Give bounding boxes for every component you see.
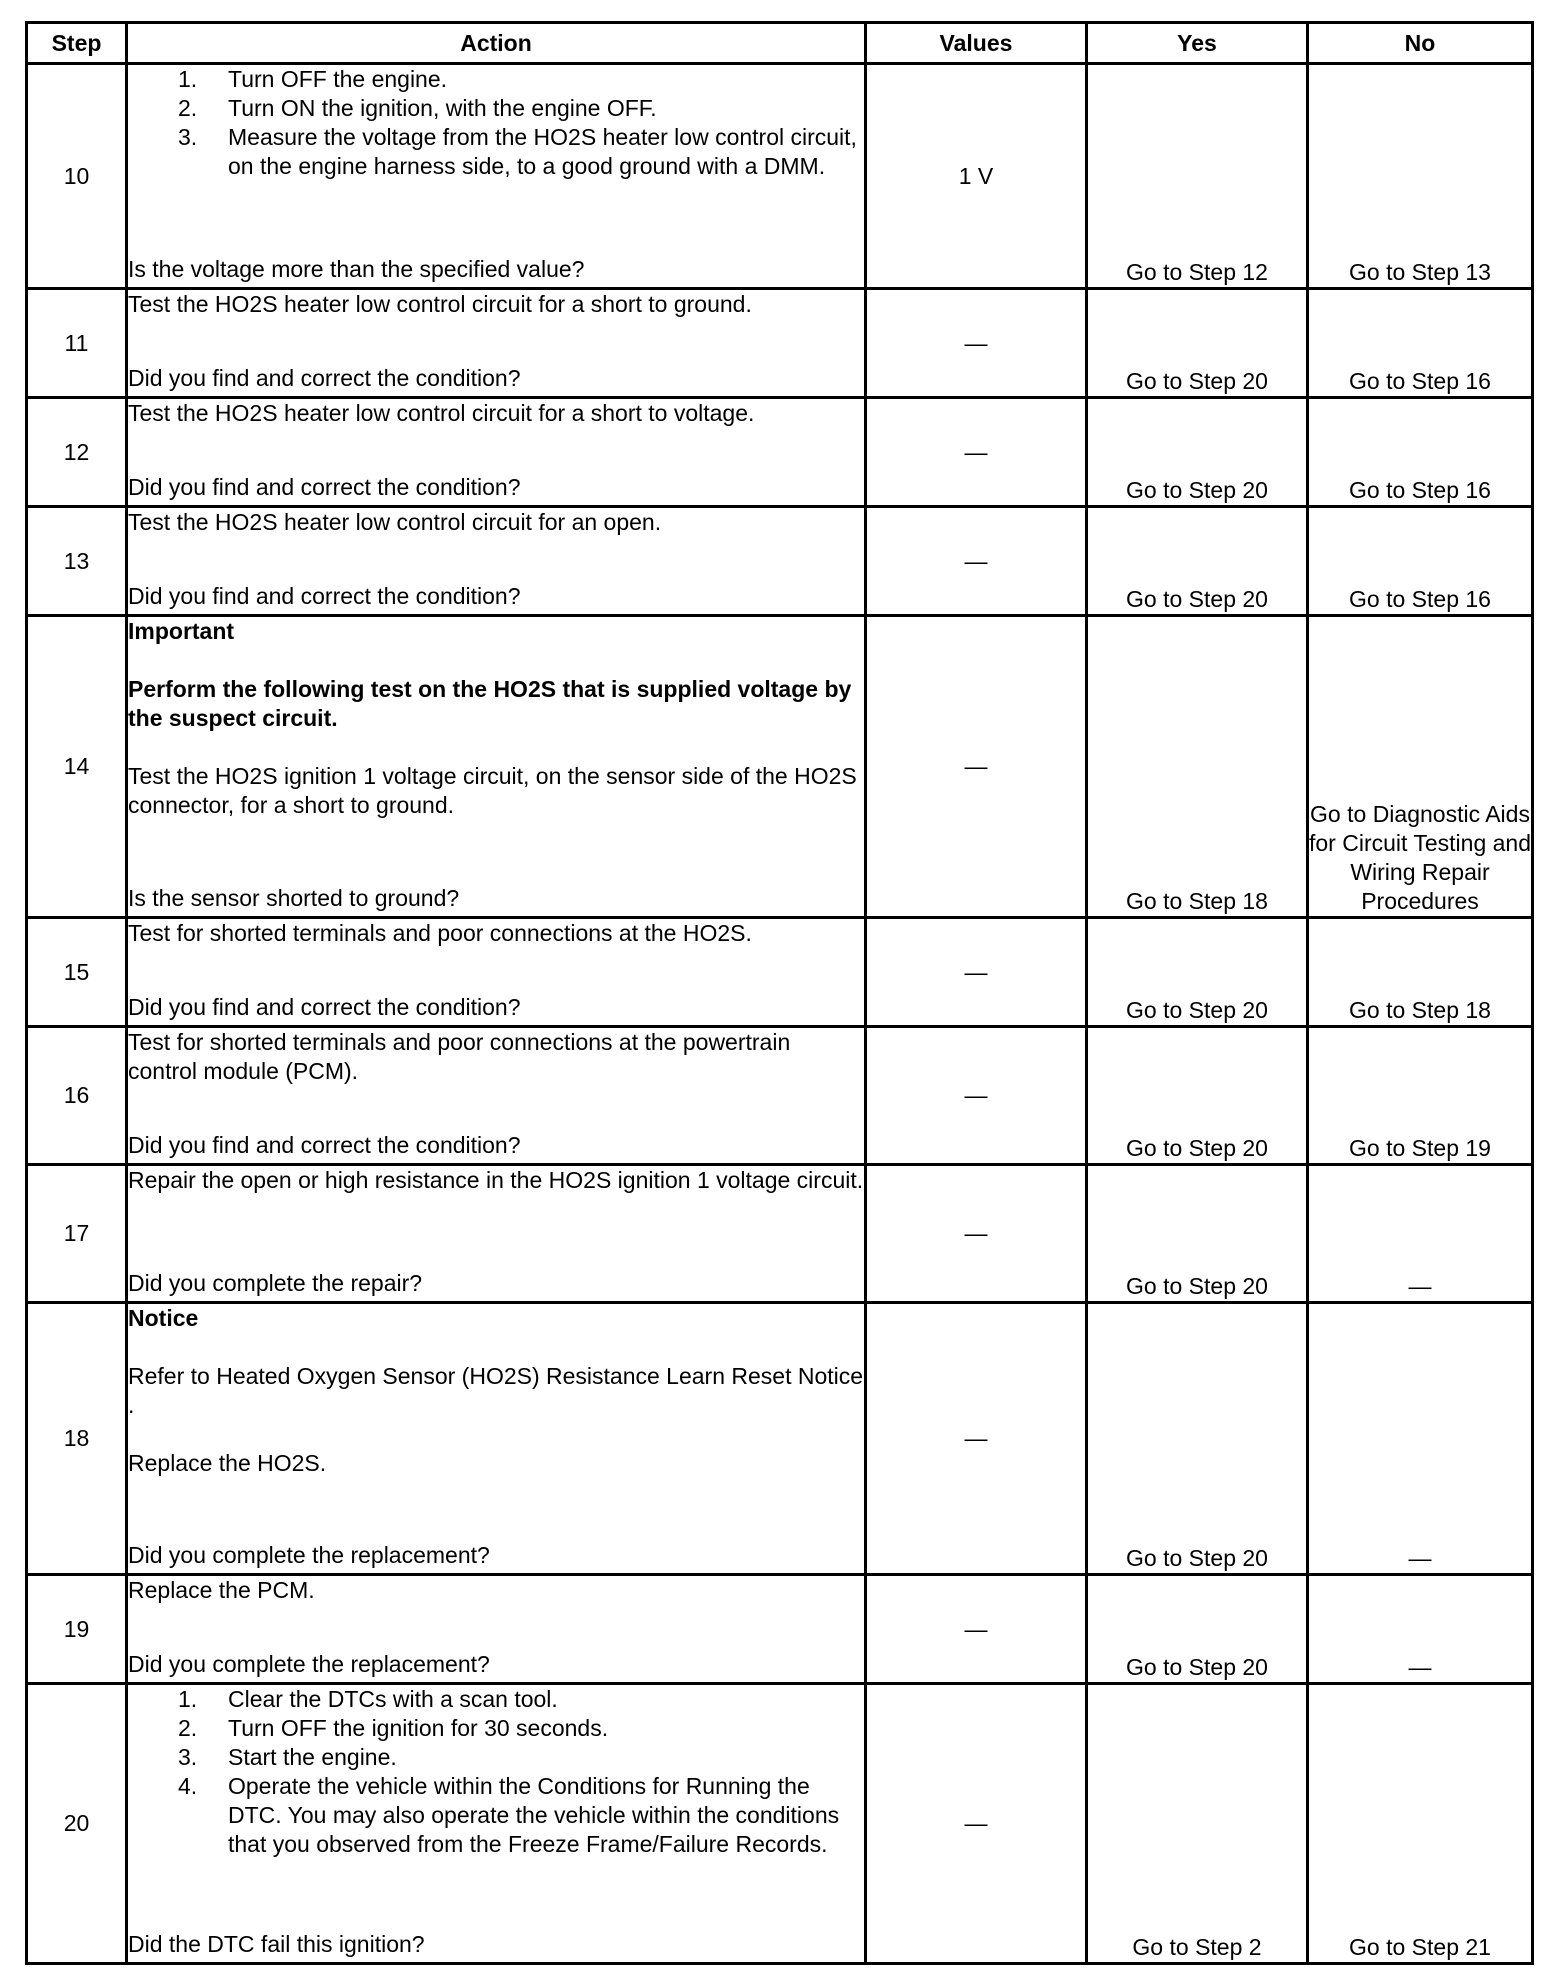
action-cell <box>127 1027 866 1165</box>
action-question: Is the voltage more than the specified value? <box>128 256 585 282</box>
table-row-step-19 <box>27 1575 1533 1684</box>
header-action: Action <box>127 23 866 64</box>
table-header-row <box>27 23 1533 64</box>
table-row-step-16 <box>27 1027 1533 1165</box>
action-cell <box>127 1575 866 1684</box>
list-item: 2. Turn OFF the ignition for 30 seconds. <box>178 1715 609 1741</box>
table-row-step-11 <box>27 289 1533 398</box>
action-cell <box>127 1684 866 1964</box>
instruction-list <box>128 1685 864 1859</box>
no-cell: Go to Step 13 <box>1308 64 1533 289</box>
action-cell <box>127 64 866 289</box>
yes-cell: Go to Step 20 <box>1087 1027 1308 1165</box>
no-cell: — <box>1308 1165 1533 1303</box>
no-cell: Go to Diagnostic Aids for Circuit Testing and Wiring Repair Procedures <box>1308 616 1533 918</box>
yes-cell: Go to Step 20 <box>1087 1303 1308 1575</box>
no-cell: — <box>1308 1303 1533 1575</box>
step-number: 14 <box>27 616 127 918</box>
step-number: 19 <box>27 1575 127 1684</box>
no-cell: Go to Step 16 <box>1308 507 1533 616</box>
action-question: Did you complete the repair? <box>128 1270 423 1296</box>
table-row-step-15 <box>27 918 1533 1027</box>
table-row-step-12 <box>27 398 1533 507</box>
yes-cell: Go to Step 20 <box>1087 1575 1308 1684</box>
table-row-step-20 <box>27 1684 1533 1964</box>
yes-cell: Go to Step 2 <box>1087 1684 1308 1964</box>
value-cell: — <box>866 918 1087 1027</box>
no-cell: — <box>1308 1575 1533 1684</box>
action-question: Did the DTC fail this ignition? <box>128 1931 425 1957</box>
action-cell <box>127 507 866 616</box>
value-cell: — <box>866 289 1087 398</box>
action-cell <box>127 398 866 507</box>
value-cell: — <box>866 616 1087 918</box>
action-question: Did you find and correct the condition? <box>128 1132 521 1158</box>
value-cell: — <box>866 398 1087 507</box>
action-text: Test for shorted terminals and poor connections at the powertrain control module (PCM). <box>128 1029 791 1084</box>
step-number: 20 <box>27 1684 127 1964</box>
action-cell <box>127 289 866 398</box>
yes-cell: Go to Step 18 <box>1087 616 1308 918</box>
diagnostic-table <box>25 21 1534 1965</box>
value-cell: — <box>866 1165 1087 1303</box>
action-question: Did you find and correct the condition? <box>128 474 521 500</box>
table-row-step-18 <box>27 1303 1533 1575</box>
action-text: Repair the open or high resistance in the HO2S ignition 1 voltage circuit. <box>128 1167 864 1193</box>
table-row-step-10 <box>27 64 1533 289</box>
action-question: Did you find and correct the condition? <box>128 583 521 609</box>
notice-heading: Notice <box>128 1305 199 1331</box>
action-question: Did you find and correct the condition? <box>128 994 521 1020</box>
step-number: 11 <box>27 289 127 398</box>
no-cell: Go to Step 16 <box>1308 398 1533 507</box>
yes-cell: Go to Step 12 <box>1087 64 1308 289</box>
action-text: Test the HO2S heater low control circuit for a short to voltage. <box>128 400 755 426</box>
instruction-list <box>128 65 864 181</box>
step-number: 13 <box>27 507 127 616</box>
list-item: 3. Start the engine. <box>178 1744 397 1770</box>
yes-cell: Go to Step 20 <box>1087 398 1308 507</box>
no-cell: Go to Step 19 <box>1308 1027 1533 1165</box>
yes-cell: Go to Step 20 <box>1087 918 1308 1027</box>
action-question: Did you complete the replacement? <box>128 1651 490 1677</box>
step-number: 17 <box>27 1165 127 1303</box>
list-item: 3. Measure the voltage from the HO2S heater low control circuit, on the engine harness side, to a good ground with a DMM. <box>178 124 857 179</box>
action-text: Replace the PCM. <box>128 1577 315 1603</box>
yes-cell: Go to Step 20 <box>1087 289 1308 398</box>
value-cell: — <box>866 1575 1087 1684</box>
value-cell: — <box>866 507 1087 616</box>
list-item: 2. Turn ON the ignition, with the engine OFF. <box>178 95 657 121</box>
action-text: Test the HO2S heater low control circuit for an open. <box>128 509 662 535</box>
table-row-step-17 <box>27 1165 1533 1303</box>
no-cell: Go to Step 18 <box>1308 918 1533 1027</box>
header-no: No <box>1308 23 1533 64</box>
yes-cell: Go to Step 20 <box>1087 1165 1308 1303</box>
action-question: Is the sensor shorted to ground? <box>128 885 460 911</box>
action-question: Did you complete the replacement? <box>128 1542 490 1568</box>
action-cell <box>127 616 866 918</box>
action-text: Replace the HO2S. <box>128 1450 327 1476</box>
notice-text: Refer to Heated Oxygen Sensor (HO2S) Resistance Learn Reset Notice . <box>128 1363 864 1418</box>
list-item: 4. Operate the vehicle within the Conditions for Running the DTC. You may also operate the vehicle within the conditions that you observed from the Freeze Frame/Failure Records. <box>178 1773 840 1857</box>
header-yes: Yes <box>1087 23 1308 64</box>
action-text: Test for shorted terminals and poor connections at the HO2S. <box>128 920 752 946</box>
action-cell <box>127 1303 866 1575</box>
important-text: Perform the following test on the HO2S that is supplied voltage by the suspect circuit. <box>128 676 852 731</box>
list-item: 1. Turn OFF the engine. <box>178 66 448 92</box>
header-step: Step <box>27 23 127 64</box>
action-text: Test the HO2S heater low control circuit for a short to ground. <box>128 291 752 317</box>
table-row-step-14 <box>27 616 1533 918</box>
step-number: 10 <box>27 64 127 289</box>
step-number: 12 <box>27 398 127 507</box>
no-cell: Go to Step 21 <box>1308 1684 1533 1964</box>
table-row-step-13 <box>27 507 1533 616</box>
value-cell: — <box>866 1303 1087 1575</box>
no-cell: Go to Step 16 <box>1308 289 1533 398</box>
action-text: Test the HO2S ignition 1 voltage circuit, on the sensor side of the HO2S connector, for a short to ground. <box>128 763 857 818</box>
action-cell <box>127 918 866 1027</box>
list-item: 1. Clear the DTCs with a scan tool. <box>178 1686 558 1712</box>
step-number: 15 <box>27 918 127 1027</box>
step-number: 18 <box>27 1303 127 1575</box>
yes-cell: Go to Step 20 <box>1087 507 1308 616</box>
important-heading: Important <box>128 618 235 644</box>
value-cell: 1 V <box>866 64 1087 289</box>
value-cell: — <box>866 1027 1087 1165</box>
action-question: Did you find and correct the condition? <box>128 365 521 391</box>
header-values: Values <box>866 23 1087 64</box>
action-cell <box>127 1165 866 1303</box>
step-number: 16 <box>27 1027 127 1165</box>
value-cell: — <box>866 1684 1087 1964</box>
